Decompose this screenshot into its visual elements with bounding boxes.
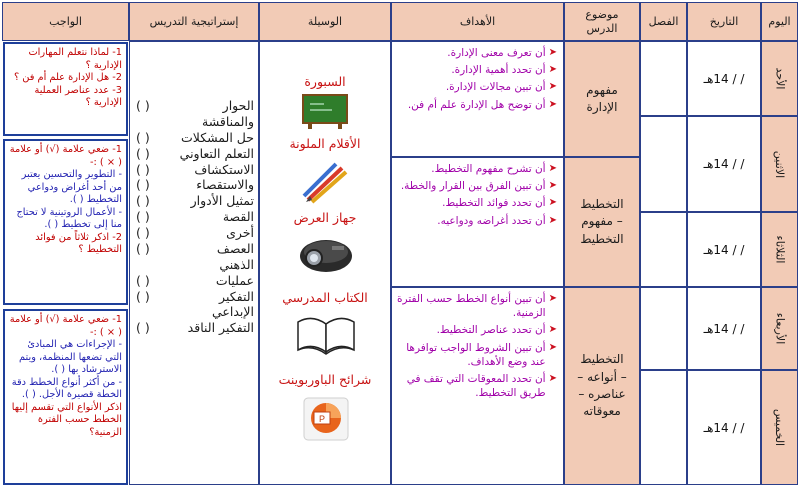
objective-item: ➤ أن تحدد المعوقات التي تقف في طريق التخطيط. bbox=[406, 372, 557, 400]
objectives-planning-types bbox=[391, 287, 564, 485]
homework-box-planning bbox=[3, 139, 128, 305]
tool-label-board: السبورة bbox=[304, 74, 346, 89]
chalkboard-icon bbox=[302, 94, 348, 130]
open-book-icon bbox=[294, 312, 358, 358]
objective-item: ➤ أن تحدد أهمية الإدارة. bbox=[451, 64, 557, 77]
header-strategy: إستراتيجية التدريس bbox=[129, 2, 259, 41]
strategy-row[interactable]: الاستكشاف ( ) bbox=[136, 161, 254, 177]
objective-item: ➤ أن تعرف معنى الإدارة. bbox=[447, 47, 557, 59]
homework-question: 2- هل الإدارة علم أم فن ؟ bbox=[13, 72, 122, 84]
header-date: التاريخ bbox=[687, 2, 761, 41]
strategy-row[interactable]: عمليات ( ) bbox=[136, 272, 254, 288]
date-cell-sunday[interactable]: / / 14هـ bbox=[687, 41, 761, 116]
tools-cell bbox=[259, 41, 391, 485]
tool-label-book: الكتاب المدرسي bbox=[282, 290, 368, 305]
powerpoint-icon bbox=[302, 396, 350, 442]
strategy-row[interactable]: التعلم التعاوني ( ) bbox=[136, 145, 254, 161]
objective-item: ➤ أن تبين الشروط الواجب توافرها عند وضع الأهداف. bbox=[406, 341, 557, 368]
objective-item: ➤ أن تبين أنواع الخطط حسب الفترة الزمنية. bbox=[397, 293, 557, 320]
homework-question: 1- ضعي علامة (√) أو علامة ( × ) :- bbox=[9, 314, 122, 338]
header-objectives: الأهداف bbox=[391, 2, 564, 41]
objective-item: ➤ أن تشرح مفهوم التخطيط. bbox=[431, 163, 557, 175]
header-homework: الواجب bbox=[2, 2, 129, 41]
homework-item: - الأعمال الروتينية لا تحتاج منا إلى تخطيط ( ). bbox=[16, 206, 122, 231]
day-sunday: الأحد bbox=[761, 41, 798, 116]
date-cell-thursday[interactable]: / / 14هـ bbox=[687, 370, 761, 485]
topic-management-concept: مفهوم الإدارة bbox=[564, 41, 640, 157]
homework-item: - التطوير والتحسين يعتبر من أحد أغراض ودواعي التخطيط ( ). bbox=[21, 169, 122, 206]
homework-question: 2- اذكر ثلاثاً من فوائد التخطيط ؟ bbox=[35, 231, 122, 256]
homework-item: - من أكثر أنواع الخطط دقة الخطة قصيرة الأجل. ( ). bbox=[11, 376, 122, 401]
strategy-row[interactable]: حل المشكلات ( ) bbox=[136, 129, 254, 145]
objective-item: ➤ أن تبين مجالات الإدارة. bbox=[445, 81, 557, 94]
homework-question: 1- لماذا نتعلم المهارات الإدارية ؟ bbox=[28, 47, 122, 71]
class-cell-monday[interactable] bbox=[640, 116, 687, 212]
topic-planning-concept: التخطيط – مفهوم التخطيط bbox=[564, 157, 640, 287]
tool-label-projector: جهاز العرض bbox=[293, 210, 357, 225]
objective-item: ➤ أن تبين الفرق بين القرار والخطة. bbox=[400, 180, 557, 193]
class-cell-thursday[interactable] bbox=[640, 370, 687, 485]
svg-text:P: P bbox=[318, 414, 326, 424]
strategy-row[interactable]: العصف ( ) bbox=[136, 240, 254, 256]
objective-item: ➤ أن تحدد عناصر التخطيط. bbox=[436, 324, 557, 337]
strategy-row: الذهني bbox=[219, 256, 254, 272]
day-monday: الاثنين bbox=[761, 116, 798, 212]
strategy-row[interactable]: الحوار ( ) bbox=[136, 98, 254, 113]
strategy-row: الإبداعي bbox=[212, 304, 254, 320]
strategy-row[interactable]: التفكير الناقد ( ) bbox=[136, 320, 254, 336]
tool-label-pens: الأقلام الملونة bbox=[289, 136, 361, 151]
homework-question: اذكر الأنواع التي تقسم إليها الخطط حسب الفترة الزمنية؟ bbox=[11, 401, 122, 438]
strategy-row[interactable]: القصة ( ) bbox=[136, 209, 254, 225]
homework-box-management bbox=[3, 42, 128, 136]
strategy-row[interactable]: أخرى ( ) bbox=[136, 225, 254, 240]
objective-item: ➤ أن تحدد فوائد التخطيط. bbox=[442, 197, 557, 210]
strategy-list bbox=[136, 98, 254, 336]
strategy-row[interactable]: التفكير ( ) bbox=[136, 288, 254, 304]
objectives-management bbox=[391, 41, 564, 157]
homework-box-planning-types bbox=[3, 309, 128, 485]
topic-planning-types: التخطيط – أنواعه – عناصره – معوقاته bbox=[564, 287, 640, 485]
class-cell-sunday[interactable] bbox=[640, 41, 687, 116]
colored-pencils-icon bbox=[300, 162, 350, 204]
strategy-row: والمناقشة bbox=[202, 113, 254, 129]
strategy-cell bbox=[129, 41, 259, 485]
objective-item: ➤ أن توضح هل الإدارة علم أم فن. bbox=[407, 98, 557, 111]
day-tuesday: الثلاثاء bbox=[761, 212, 798, 287]
strategy-row[interactable]: تمثيل الأدوار ( ) bbox=[136, 193, 254, 209]
date-cell-monday[interactable]: / / 14هـ bbox=[687, 116, 761, 212]
header-day: اليوم bbox=[761, 2, 798, 41]
homework-question: 1- ضعي علامة (√) أو علامة ( × ) :- bbox=[9, 144, 122, 168]
date-cell-tuesday[interactable]: / / 14هـ bbox=[687, 212, 761, 287]
day-wednesday: الأربعاء bbox=[761, 287, 798, 370]
objectives-planning bbox=[391, 157, 564, 287]
day-thursday: الخميس bbox=[761, 370, 798, 485]
tool-label-ppt: شرائح الباوربوينت bbox=[278, 372, 372, 387]
header-topic: موضوع الدرس bbox=[564, 2, 640, 41]
strategy-row[interactable]: والاستقصاء ( ) bbox=[136, 177, 254, 193]
header-tool: الوسيلة bbox=[259, 2, 391, 41]
date-cell-wednesday[interactable]: / / 14هـ bbox=[687, 287, 761, 370]
projector-icon bbox=[298, 232, 354, 276]
header-class: الفصل bbox=[640, 2, 687, 41]
class-cell-wednesday[interactable] bbox=[640, 287, 687, 370]
homework-question: 3- عدد عناصر العملية الإدارية ؟ bbox=[34, 84, 122, 109]
homework-item: - الإجراءات هي المبادئ التي تضعها المنظمة، ويتم الاسترشاد بها ( ). bbox=[19, 339, 122, 376]
objective-item: ➤ أن تحدد أغراضه ودواعيه. bbox=[437, 214, 557, 227]
class-cell-tuesday[interactable] bbox=[640, 212, 687, 287]
